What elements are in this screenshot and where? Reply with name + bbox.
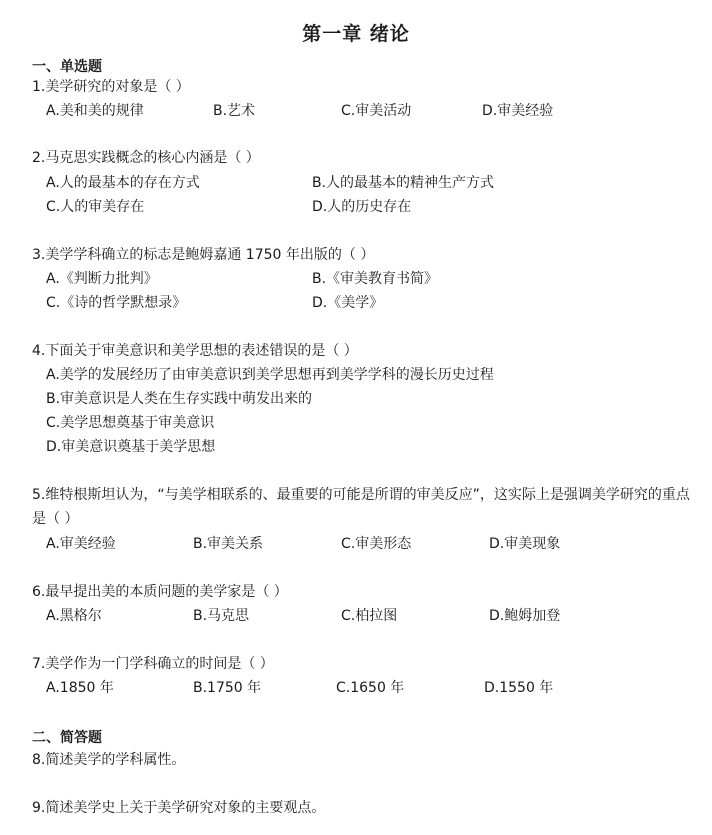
question-7-option-a: A.1850 年 bbox=[46, 680, 114, 696]
question-6-option-b: B.马克思 bbox=[193, 608, 250, 624]
question-2-option-a: A.人的最基本的存在方式 bbox=[46, 175, 200, 191]
question-1-option-a: A.美和美的规律 bbox=[46, 103, 144, 119]
question-1-option-c: C.审美活动 bbox=[341, 103, 412, 119]
question-6-option-c: C.柏拉图 bbox=[341, 608, 398, 624]
question-3-option-d: D.《美学》 bbox=[312, 295, 384, 311]
question-2: 2.马克思实践概念的核心内涵是（ ） bbox=[32, 150, 260, 166]
question-4-option-b: B.审美意识是人类在生存实践中萌发出来的 bbox=[46, 391, 313, 407]
question-7-option-b: B.1750 年 bbox=[193, 680, 262, 696]
question-6-option-d: D.鲍姆加登 bbox=[489, 608, 561, 624]
question-2-option-c: C.人的审美存在 bbox=[46, 199, 145, 215]
question-4: 4.下面关于审美意识和美学思想的表述错误的是（ ） bbox=[32, 343, 358, 359]
question-4-option-c: C.美学思想奠基于审美意识 bbox=[46, 415, 215, 431]
question-5-option-c: C.审美形态 bbox=[341, 536, 412, 552]
question-8: 8.简述美学的学科属性。 bbox=[32, 752, 186, 768]
question-2-option-d: D.人的历史存在 bbox=[312, 199, 412, 215]
question-4-option-a: A.美学的发展经历了由审美意识到美学思想再到美学学科的漫长历史过程 bbox=[46, 367, 494, 383]
question-1-option-b: B.艺术 bbox=[213, 103, 256, 119]
question-1: 1.美学研究的对象是（ ） bbox=[32, 79, 190, 95]
question-5-option-a: A.审美经验 bbox=[46, 536, 116, 552]
chapter-title: 第一章 绪论 bbox=[302, 23, 410, 45]
question-3-option-c: C.《诗的哲学默想录》 bbox=[46, 295, 187, 311]
question-3-option-a: A.《判断力批判》 bbox=[46, 271, 158, 287]
question-6-option-a: A.黑格尔 bbox=[46, 608, 102, 624]
question-7-option-d: D.1550 年 bbox=[484, 680, 554, 696]
section-heading-short-answer: 二、简答题 bbox=[32, 730, 102, 746]
question-3: 3.美学学科确立的标志是鲍姆嘉通 1750 年出版的（ ） bbox=[32, 247, 375, 263]
question-9: 9.简述美学史上关于美学研究对象的主要观点。 bbox=[32, 800, 326, 816]
question-6: 6.最早提出美的本质问题的美学家是（ ） bbox=[32, 584, 288, 600]
question-5-option-b: B.审美关系 bbox=[193, 536, 264, 552]
question-2-option-b: B.人的最基本的精神生产方式 bbox=[312, 175, 495, 191]
question-5-option-d: D.审美现象 bbox=[489, 536, 561, 552]
question-7-option-c: C.1650 年 bbox=[336, 680, 405, 696]
question-4-option-d: D.审美意识奠基于美学思想 bbox=[46, 439, 216, 455]
question-1-option-d: D.审美经验 bbox=[482, 103, 554, 119]
question-5: 5.维特根斯坦认为，“与美学相联系的、最重要的可能是所谓的审美反应”，这实际上是强调美学研究的重点是（ ） bbox=[32, 487, 690, 527]
question-3-option-b: B.《审美教育书简》 bbox=[312, 271, 439, 287]
section-heading-single-choice: 一、单选题 bbox=[32, 59, 102, 75]
question-7: 7.美学作为一门学科确立的时间是（ ） bbox=[32, 656, 274, 672]
